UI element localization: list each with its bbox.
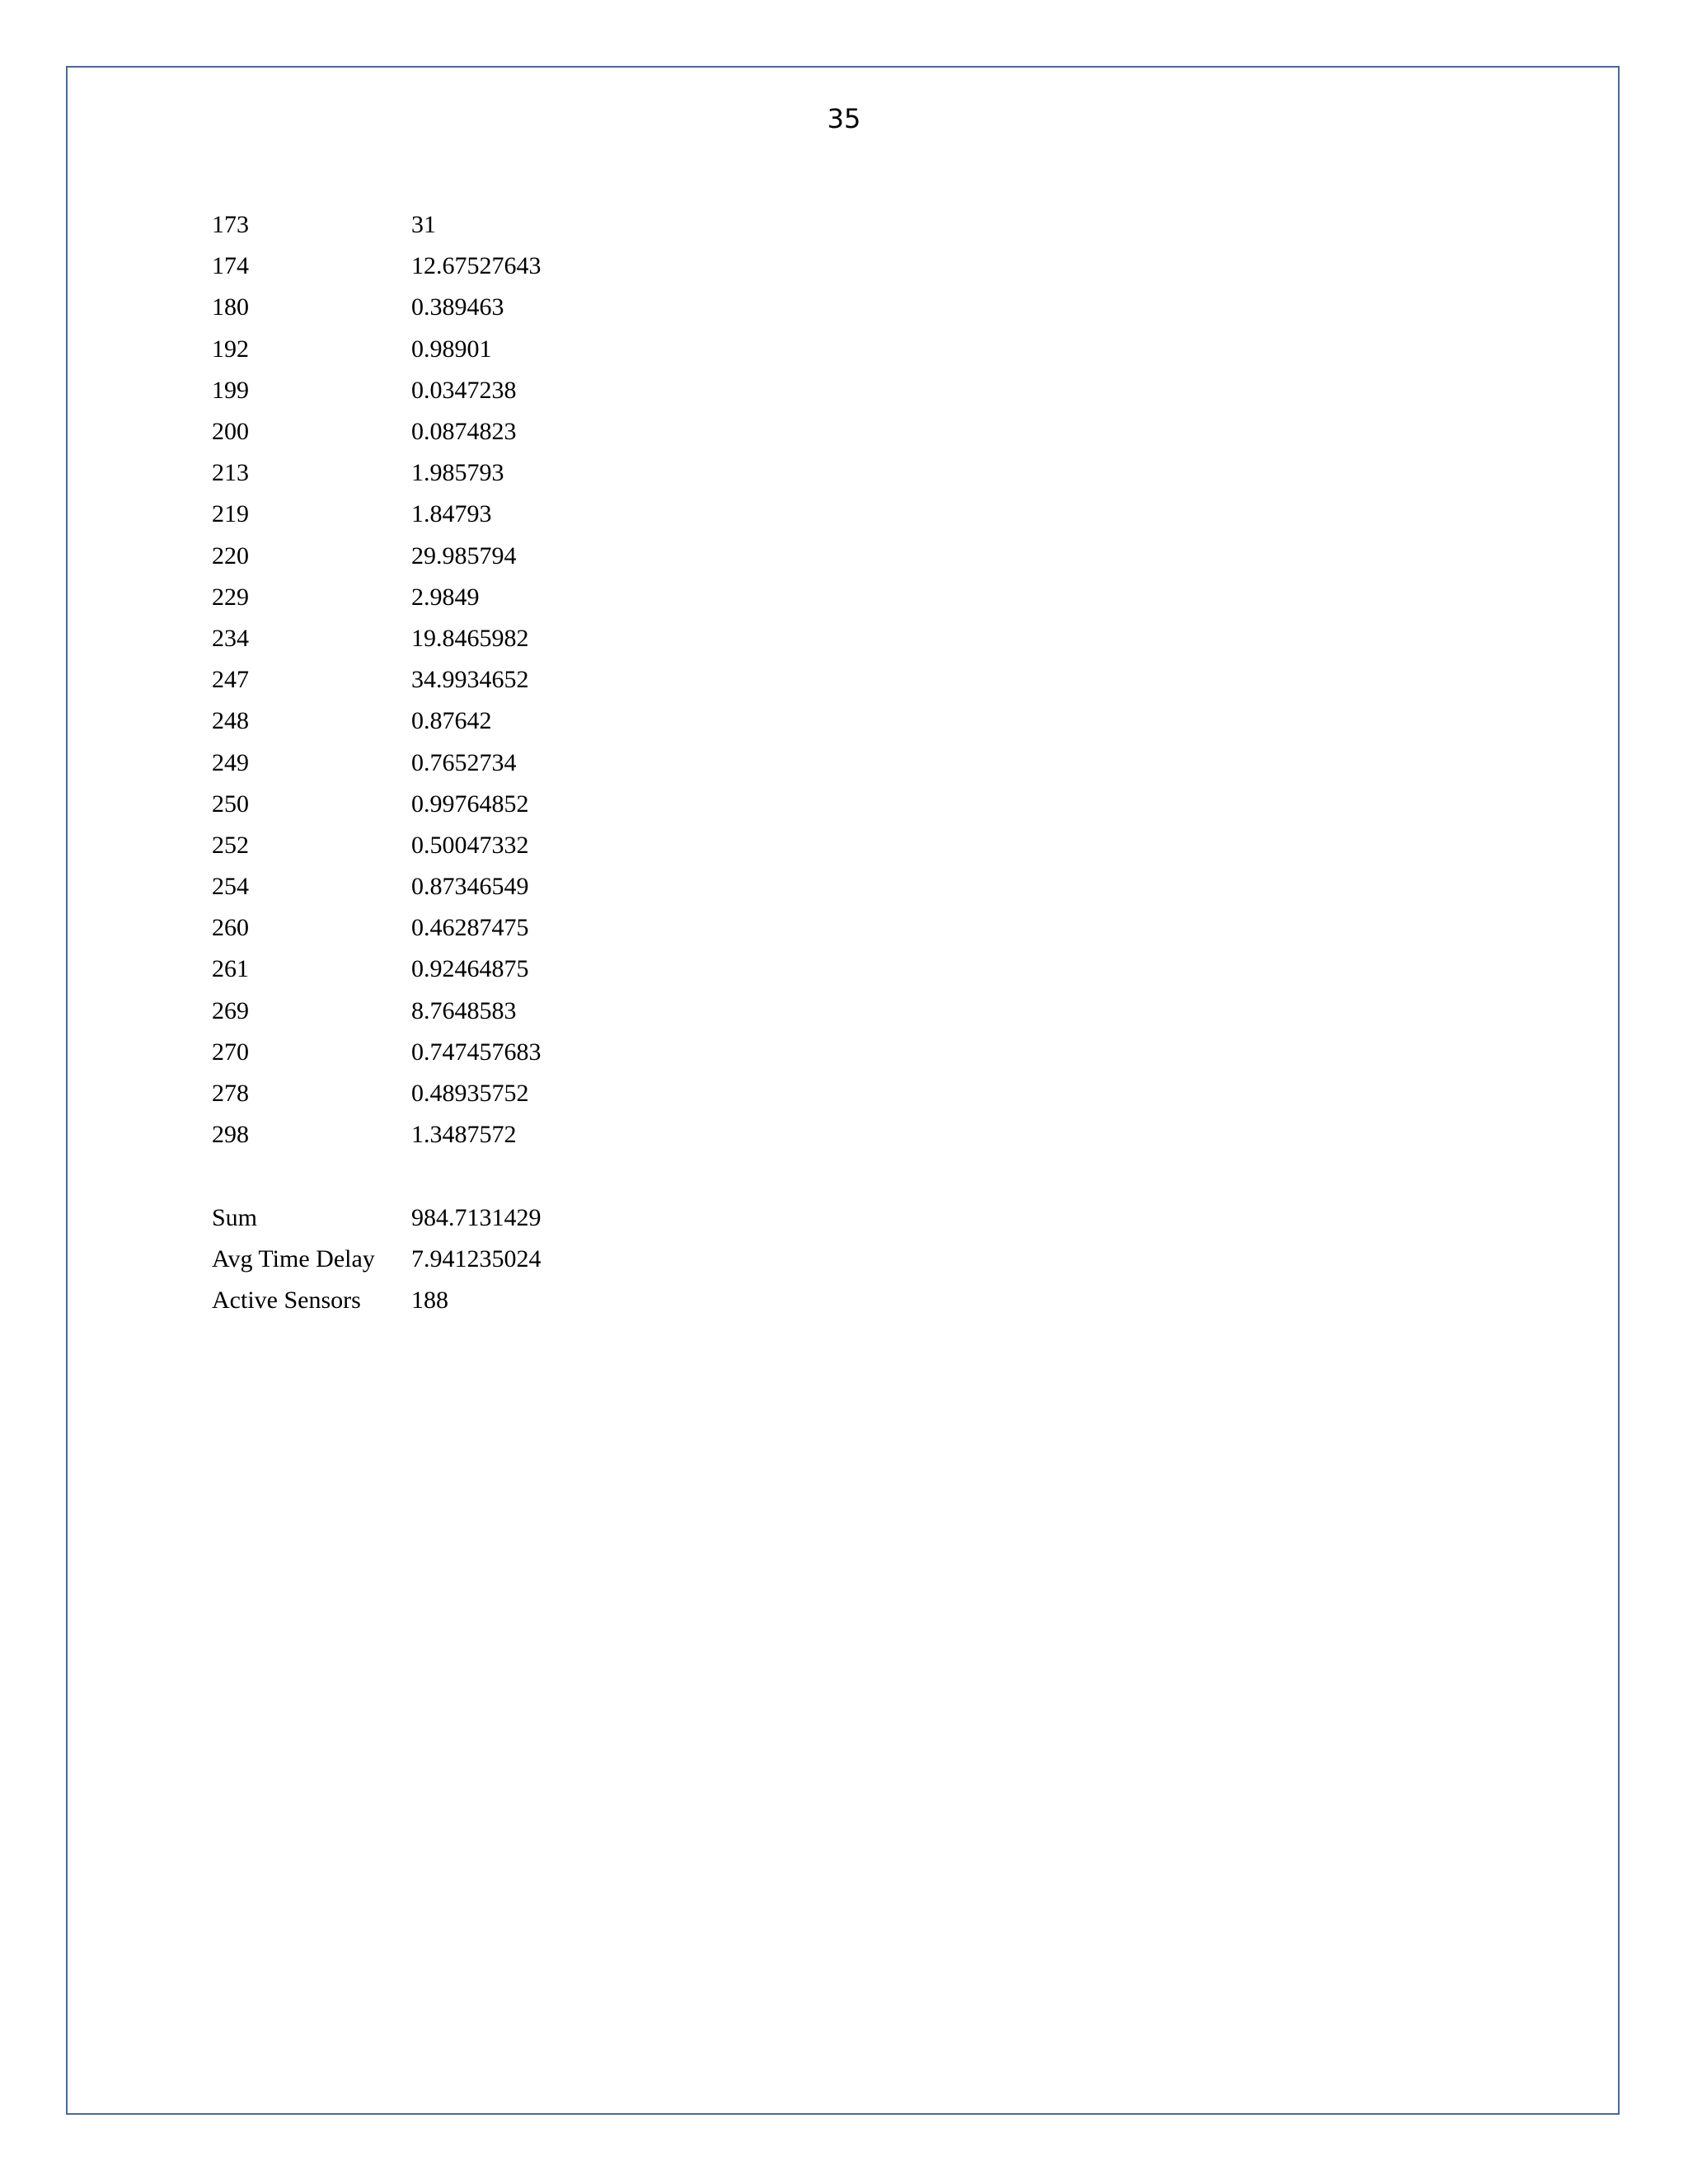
sensor-id-cell: 192	[212, 335, 249, 363]
value-cell: 0.0347238	[411, 376, 517, 404]
sensor-id-cell: 229	[212, 583, 249, 611]
value-cell: 29.985794	[411, 541, 517, 569]
table-row	[212, 287, 542, 328]
value-cell: 19.8465982	[411, 624, 529, 652]
table-row	[212, 452, 542, 494]
value-cell: 2.9849	[411, 583, 480, 611]
table-row	[212, 536, 542, 577]
sensor-id-cell: 199	[212, 376, 249, 404]
table-row	[212, 866, 542, 907]
table-row	[212, 1032, 542, 1073]
table-row	[212, 618, 542, 659]
sensor-id-cell: 270	[212, 1038, 249, 1066]
sensor-id-cell: 260	[212, 914, 249, 942]
sensor-id-cell: 247	[212, 666, 249, 694]
sensor-id-cell: 269	[212, 996, 249, 1024]
summary-label-cell: Sum	[212, 1203, 258, 1231]
value-cell: 12.67527643	[411, 252, 542, 280]
value-cell: 0.7652734	[411, 748, 517, 776]
table-row	[212, 907, 542, 949]
value-cell: 188	[411, 1286, 448, 1314]
page-number: 35	[827, 103, 861, 134]
sensor-id-cell: 234	[212, 624, 249, 652]
summary-row	[212, 1239, 542, 1280]
table-row	[212, 204, 542, 246]
value-cell: 0.50047332	[411, 831, 529, 859]
sensor-id-cell: 252	[212, 831, 249, 859]
value-cell: 0.87642	[411, 707, 492, 735]
sensor-id-cell: 173	[212, 211, 249, 239]
table-row	[212, 784, 542, 825]
sensor-id-cell: 213	[212, 459, 249, 487]
value-cell: 8.7648583	[411, 996, 517, 1024]
table-row	[212, 1114, 542, 1155]
table-row	[212, 577, 542, 618]
value-cell: 1.84793	[411, 500, 492, 528]
value-cell: 0.98901	[411, 335, 492, 363]
value-cell: 1.3487572	[411, 1121, 517, 1149]
table-row	[212, 991, 542, 1032]
value-cell: 7.941235024	[411, 1244, 542, 1272]
table-spacer	[212, 1155, 542, 1197]
table-row	[212, 329, 542, 370]
summary-label-cell: Active Sensors	[212, 1286, 361, 1314]
sensor-id-cell: 219	[212, 500, 249, 528]
table-row	[212, 246, 542, 287]
sensor-id-cell: 220	[212, 541, 249, 569]
value-cell: 0.747457683	[411, 1038, 542, 1066]
value-cell: 984.7131429	[411, 1203, 542, 1231]
sensor-id-cell: 278	[212, 1080, 249, 1108]
table-row	[212, 1073, 542, 1114]
table-row	[212, 659, 542, 701]
summary-label-cell: Avg Time Delay	[212, 1244, 375, 1272]
sensor-id-cell: 248	[212, 707, 249, 735]
sensor-delay-table	[212, 204, 542, 1321]
sensor-id-cell: 180	[212, 293, 249, 321]
sensor-id-cell: 174	[212, 252, 249, 280]
sensor-id-cell: 298	[212, 1121, 249, 1149]
table-row	[212, 411, 542, 452]
table-row	[212, 701, 542, 742]
summary-row	[212, 1197, 542, 1239]
value-cell: 0.92464875	[411, 955, 529, 983]
table-row	[212, 494, 542, 535]
summary-row	[212, 1280, 542, 1321]
sensor-id-cell: 254	[212, 873, 249, 901]
sensor-id-cell: 261	[212, 955, 249, 983]
value-cell: 0.48935752	[411, 1080, 529, 1108]
sensor-id-cell: 250	[212, 790, 249, 818]
table-row	[212, 949, 542, 990]
table-row	[212, 825, 542, 866]
sensor-id-cell: 249	[212, 748, 249, 776]
value-cell: 0.99764852	[411, 790, 529, 818]
value-cell: 0.0874823	[411, 418, 517, 446]
value-cell: 0.87346549	[411, 873, 529, 901]
table-row	[212, 742, 542, 783]
value-cell: 0.389463	[411, 293, 504, 321]
table-row	[212, 370, 542, 411]
value-cell: 0.46287475	[411, 914, 529, 942]
value-cell: 31	[411, 211, 436, 239]
value-cell: 1.985793	[411, 459, 504, 487]
sensor-id-cell: 200	[212, 418, 249, 446]
value-cell: 34.9934652	[411, 666, 529, 694]
